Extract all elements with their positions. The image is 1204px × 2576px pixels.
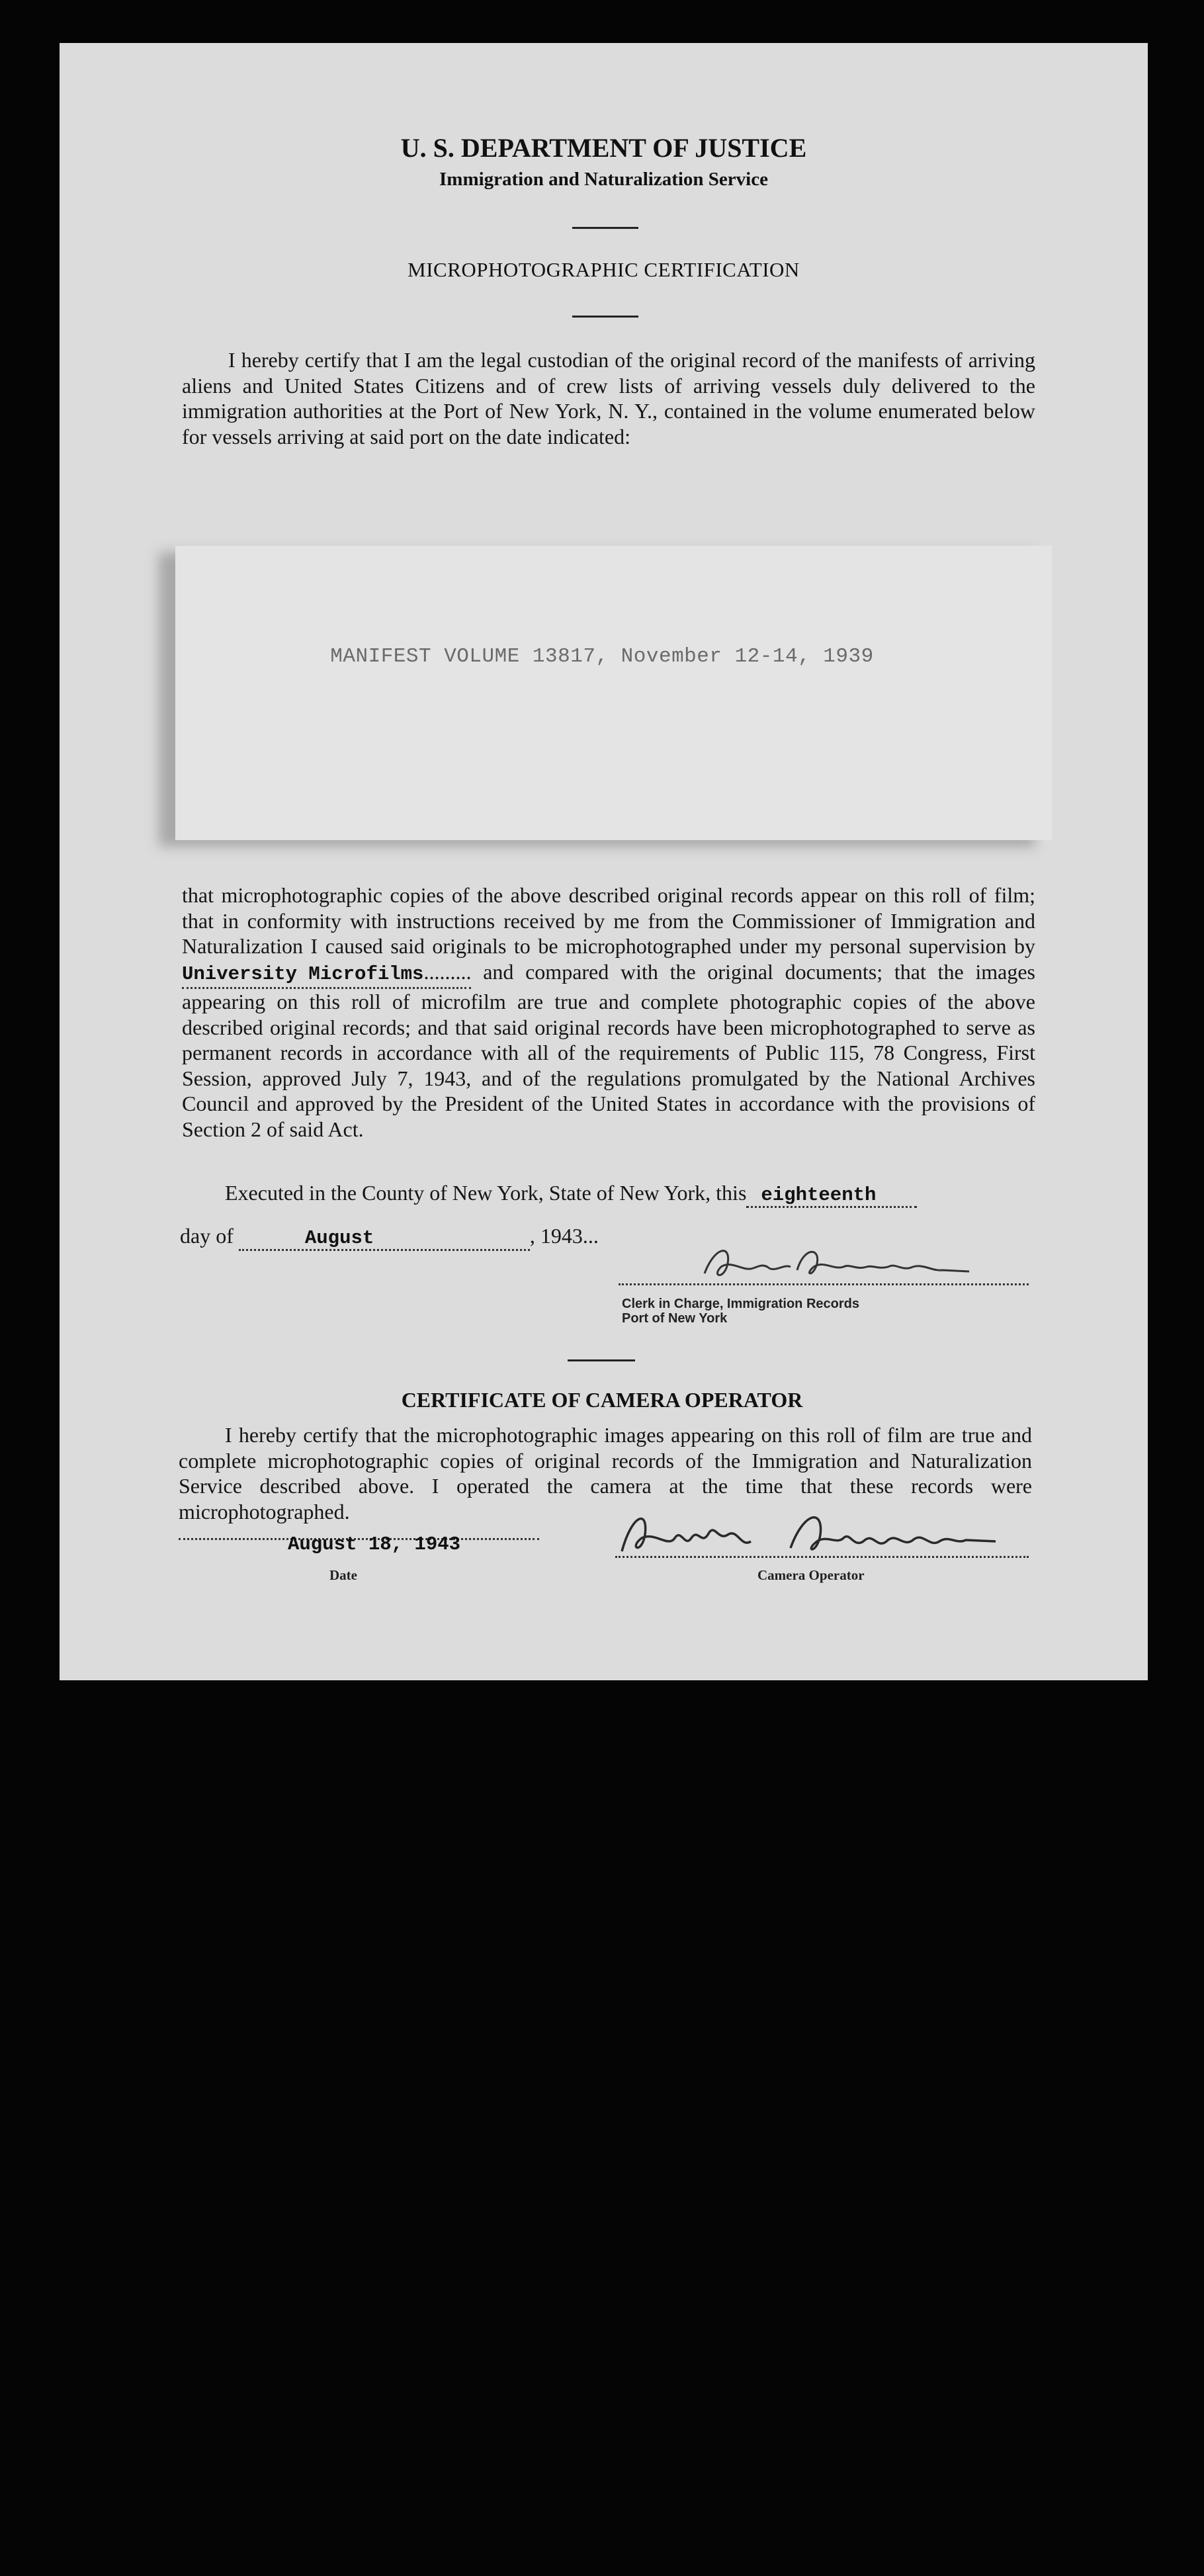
manifest-slip [175, 546, 1052, 840]
camera-operator-label: Camera Operator [757, 1567, 865, 1583]
divider [572, 316, 638, 318]
year-digit: 3 [572, 1224, 583, 1248]
divider [568, 1359, 635, 1361]
executed-month: August [304, 1227, 374, 1249]
main-paragraph-text-1: that microphotographic copies of the above described original records appear on this roll of film; that in conformity with instructions received by me from the Commissioner of Immigration and Naturalization I caused said originals to be microphotographed under my personal supervision by [182, 883, 1035, 958]
day-of-label: day of [180, 1224, 234, 1248]
certification-title: MICROPHOTOGRAPHIC CERTIFICATION [408, 258, 800, 281]
camera-signature-line [615, 1556, 1029, 1558]
clerk-signature-line [619, 1283, 1029, 1285]
date-label: Date [329, 1567, 357, 1583]
date-line: day of August , 1943... [180, 1224, 599, 1251]
camera-heading: CERTIFICATE OF CAMERA OPERATOR [401, 1388, 803, 1412]
supervisor-name: University Microfilms [182, 963, 424, 985]
main-paragraph-text-2: and compared with the original documents; that the images appearing on this roll of microfilm are true and complete photographic copies of the above described original records; and that said original records have been microphotographed to serve as permanent records in accordance with all of the requirements of Public 115, 78 Congress, First Session, approved July 7, 1943, and of the regulations promulgated by the National Archives Council and approved by the President of the United States in accordance with the provisions of Section 2 of said Act. [182, 959, 1036, 1141]
executed-line [225, 1181, 917, 1208]
executed-day: eighteenth [761, 1184, 877, 1206]
department-title: U. S. DEPARTMENT OF JUSTICE [400, 133, 807, 163]
camera-paragraph: I hereby certify that the microphotographic images appearing on this roll of film are true and complete microphotographic copies of original records of the Immigration and Naturalization Service described above. I operated the camera at the time that these records were microphotographed. [179, 1423, 1032, 1524]
service-subtitle: Immigration and Naturalization Service [439, 169, 768, 190]
clerk-signature [691, 1237, 989, 1297]
manifest-volume-text: MANIFEST VOLUME 13817, November 12-14, 1939 [330, 645, 874, 668]
divider [572, 227, 638, 229]
main-paragraph: that microphotographic copies of the above described original records appear on this roll of film; that in conformity with instructions received by me from the Commissioner of Immigration and Naturalization I caused said originals to be microphotographed under my personal supervision by University Microfilms......... and compared with the original documents; that the images appearing on this roll of microfilm are true and complete photographic copies of the above described original records; and that said original records have been microphotographed to serve as permanent records in accordance with all of the requirements of Public 115, 78 Congress, First Session, approved July 7, 1943, and of the regulations promulgated by the National Archives Council and approved by the President of the United States in accordance with the provisions of Section 2 of said Act. [182, 883, 1036, 1141]
executed-prefix: Executed in the County of New York, State of New York, this [225, 1181, 747, 1205]
clerk-port: Port of New York [622, 1311, 728, 1326]
year-prefix: , 194 [529, 1224, 572, 1248]
intro-paragraph: I hereby certify that I am the legal custodian of the original record of the manifests of arriving aliens and United States Citizens and of crew lists of arriving vessels duly delivered to the immigration authorities at the Port of New York, N. Y., contained in the volume enumerated below for vessels arriving at said port on the date indicated: [182, 348, 1035, 449]
camera-date: August 18, 1943 [288, 1533, 461, 1555]
clerk-title: Clerk in Charge, Immigration Records [622, 1297, 859, 1311]
camera-operator-signature [612, 1502, 1049, 1574]
